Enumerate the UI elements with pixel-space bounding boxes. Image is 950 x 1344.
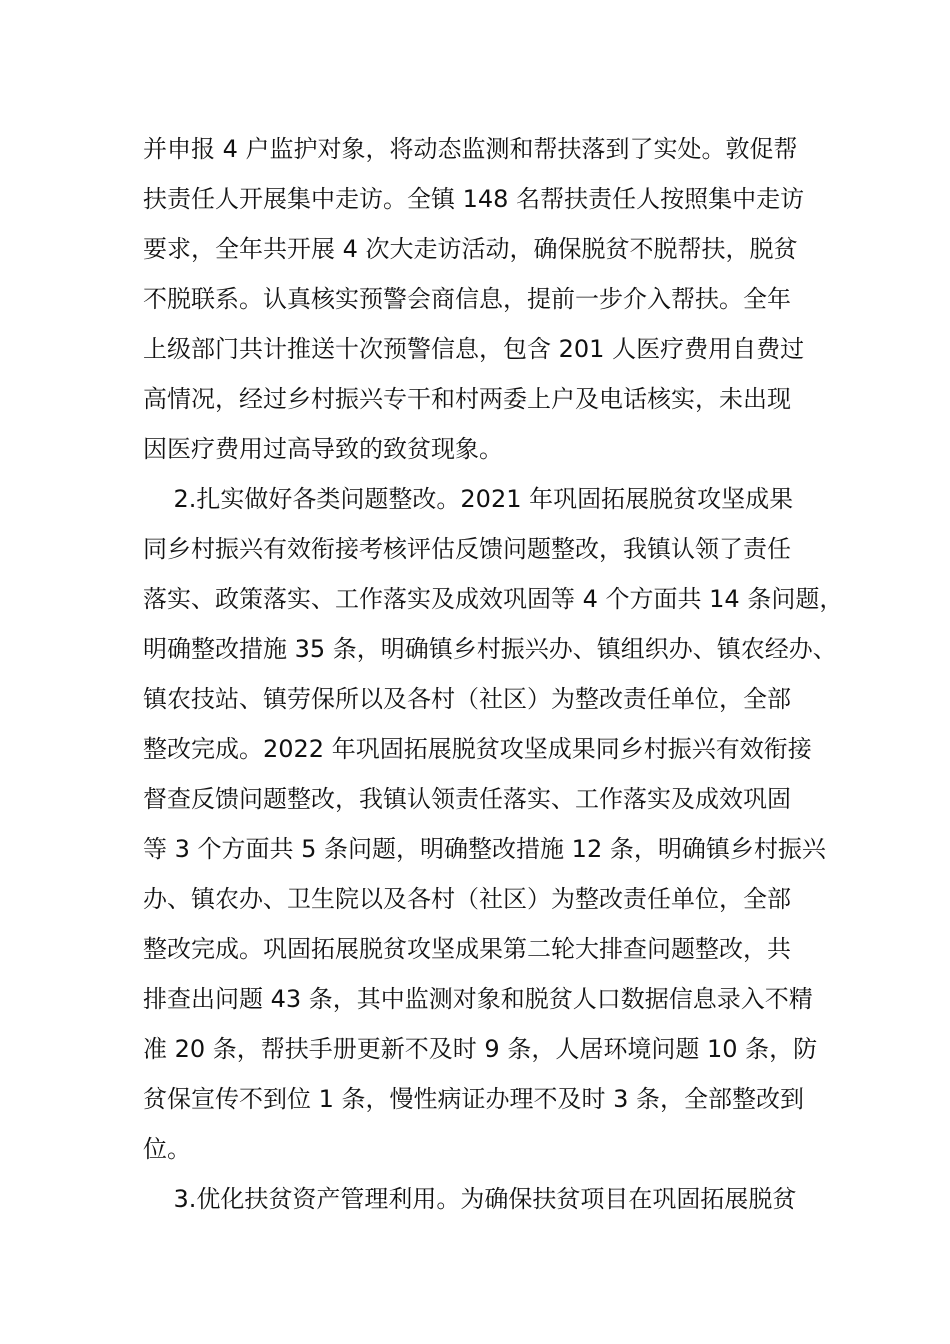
- text-line: 落实、政策落实、工作落实及成效巩固等 4 个方面共 14 条问题，: [143, 585, 844, 613]
- text-line: 高情况，经过乡村振兴专干和村两委上户及电话核实，未出现: [143, 385, 791, 413]
- text-line: 整改完成。2022 年巩固拓展脱贫攻坚成果同乡村振兴有效衔接: [143, 735, 812, 763]
- text-line: 督查反馈问题整改，我镇认领责任落实、工作落实及成效巩固: [143, 785, 791, 813]
- text-line: 同乡村振兴有效衔接考核评估反馈问题整改，我镇认领了责任: [143, 535, 791, 563]
- text-line: 不脱联系。认真核实预警会商信息，提前一步介入帮扶。全年: [143, 285, 791, 313]
- paragraph-heading-3: 3.优化扶贫资产管理利用。为确保扶贫项目在巩固拓展脱贫: [143, 1185, 797, 1213]
- text-line: 位。: [143, 1135, 191, 1163]
- text-line: 排查出问题 43 条，其中监测对象和脱贫人口数据信息录入不精: [143, 985, 813, 1013]
- text-line: 明确整改措施 35 条，明确镇乡村振兴办、镇组织办、镇农经办、: [143, 635, 837, 663]
- text-line: 整改完成。巩固拓展脱贫攻坚成果第二轮大排查问题整改，共: [143, 935, 791, 963]
- text-line: 并申报 4 户监护对象，将动态监测和帮扶落到了实处。敦促帮: [143, 135, 798, 163]
- text-line: 办、镇农办、卫生院以及各村（社区）为整改责任单位，全部: [143, 885, 791, 913]
- body-text: [143, 124, 844, 1224]
- text-line: 要求，全年共开展 4 次大走访活动，确保脱贫不脱帮扶，脱贫: [143, 235, 798, 263]
- text-line: 贫保宣传不到位 1 条，慢性病证办理不及时 3 条，全部整改到: [143, 1085, 805, 1113]
- paragraph-heading-2: 2.扎实做好各类问题整改。2021 年巩固拓展脱贫攻坚成果: [143, 485, 794, 513]
- text-line: 等 3 个方面共 5 条问题，明确整改措施 12 条，明确镇乡村振兴: [143, 835, 826, 863]
- text-line: 镇农技站、镇劳保所以及各村（社区）为整改责任单位，全部: [143, 685, 791, 713]
- text-line: 因医疗费用过高导致的致贫现象。: [143, 435, 503, 463]
- text-line: 扶责任人开展集中走访。全镇 148 名帮扶责任人按照集中走访: [143, 185, 805, 213]
- text-line: 上级部门共计推送十次预警信息，包含 201 人医疗费用自费过: [143, 335, 805, 363]
- text-line: 准 20 条，帮扶手册更新不及时 9 条，人居环境问题 10 条，防: [143, 1035, 818, 1063]
